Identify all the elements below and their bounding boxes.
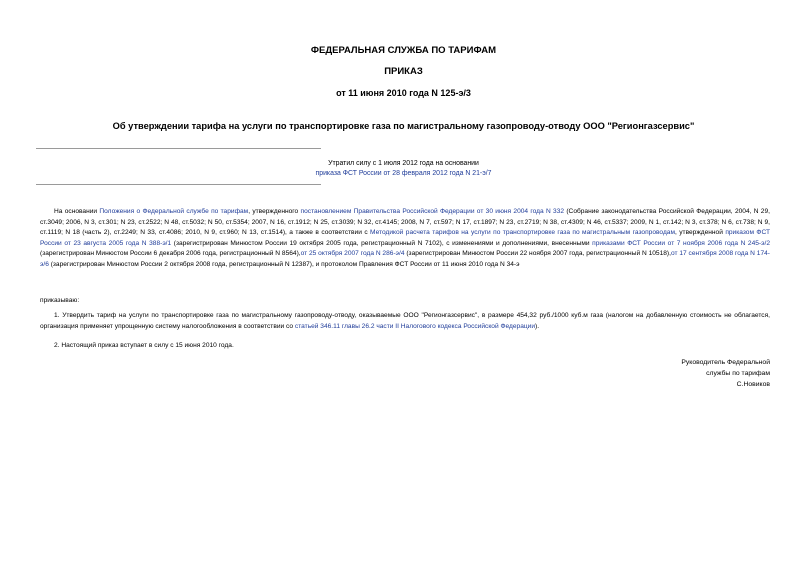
divider-bottom xyxy=(36,184,321,185)
status-note: Утратил силу с 1 июля 2012 года на основании xyxy=(328,160,479,167)
order-item-2: 2. Настоящий приказ вступает в силу с 15 июня 2010 года. xyxy=(54,342,234,349)
status-link-line xyxy=(0,170,807,177)
regulation-link[interactable]: Положения о Федеральной службе по тарифам xyxy=(99,208,249,215)
government-decree-link[interactable]: постановлением Правительства Российской Федерации от 30 июня 2004 года N 332 xyxy=(300,208,565,215)
fst-order-174-link[interactable]: от 17 сентября 2008 года N 174-э/6 xyxy=(40,250,770,268)
document-title: Об утверждении тарифа на услуги по транспортировке газа по магистральному газопроводу-отводу ООО "Регионгазсервис" xyxy=(112,121,695,131)
basis-paragraph xyxy=(40,207,770,270)
divider-top xyxy=(36,148,321,149)
fst-order-388-link[interactable]: приказом ФСТ России от 23 августа 2005 года N 388-э/1 xyxy=(40,229,771,247)
agency-name: ФЕДЕРАЛЬНАЯ СЛУЖБА ПО ТАРИФАМ xyxy=(310,45,497,56)
document-date: от 11 июня 2010 года N 125-э/3 xyxy=(336,88,471,98)
item1-text-0: 1. Утвердить тариф на услуги по транспортировке газа по магистральному газопроводу-отводу, оказываемые ООО "Регионгазсервис", в размере 454,32 руб./1000 куб.м газа (налогом на добавленную стоимость не облагается, организация применяет упрощенную систему налогообложения в соответствии со xyxy=(40,312,770,330)
orders-word: приказываю: xyxy=(40,297,80,304)
signature-position-2: службы по тарифам xyxy=(706,370,770,377)
signature-block xyxy=(570,357,770,390)
tax-code-link[interactable]: статьей 346.11 главы 26.2 части II Налогового кодекса Российской Федерации xyxy=(294,322,536,330)
signature-position-1: Руководитель Федеральной xyxy=(681,359,770,366)
methodology-link[interactable]: Методикой расчета тарифов на услуги по транспортировке газа по магистральным газопроводам xyxy=(370,229,675,236)
signature-name: С.Новиков xyxy=(736,381,770,388)
document-type: ПРИКАЗ xyxy=(384,66,423,77)
basis-text-6: (зарегистрирован Минюстом России 22 ноября 2007 года, регистрационный N 10518), xyxy=(404,250,671,257)
basis-text-1: , утвержденного xyxy=(248,208,301,215)
fst-order-286-link[interactable]: от 25 октября 2007 года N 286-э/4 xyxy=(300,250,405,257)
basis-text-2: (Собрание законодательства Российской Федерации, 2004, N 29, ст.3049; 2006, N 3, ст.301; N 23, ст.2522; N 48, ст.5032; N 50, ст.5354; 2007, N 16, ст.1912; N 25, ст.3039; N 32, ст.4145; 2008, N 7, ст.597; N 17, ст.1897; N 23, ст.2719; N 38, ст.4309; N 46, ст.5337; 2009, N 1, ст.142; N 3, ст.378; N 6, ст.738; N 9, ст.1119; N 18 (часть 2), ст.2249; N 33, ст.4086; 2010, N 9, ст.960; N 13, ст.1514), а также в соответствии с xyxy=(40,208,770,236)
basis-text-5: (зарегистрирован Минюстом России 6 декабря 2006 года, регистрационный N 8564), xyxy=(40,250,301,257)
order-item-1 xyxy=(40,311,770,332)
basis-text-4: (зарегистрирован Минюстом России 19 октября 2005 года, регистрационный N 7102), с изменениями и дополнениями, внесенными xyxy=(171,239,593,247)
basis-text-7: (зарегистрирован Минюстом России 2 октября 2008 года, регистрационный N 12387), и протоколом Правления ФСТ России от 11 июня 2010 года N 34-э xyxy=(48,260,520,268)
repeal-order-link[interactable]: приказа ФСТ России от 28 февраля 2012 года N 21-э/7 xyxy=(315,170,492,177)
item1-text-1: ). xyxy=(535,322,540,330)
fst-order-245-link[interactable]: приказами ФСТ России от 7 ноября 2006 года N 245-э/2 xyxy=(592,239,770,247)
basis-text-0: На основании xyxy=(54,208,100,215)
basis-text-3: , утвержденной xyxy=(675,229,726,236)
